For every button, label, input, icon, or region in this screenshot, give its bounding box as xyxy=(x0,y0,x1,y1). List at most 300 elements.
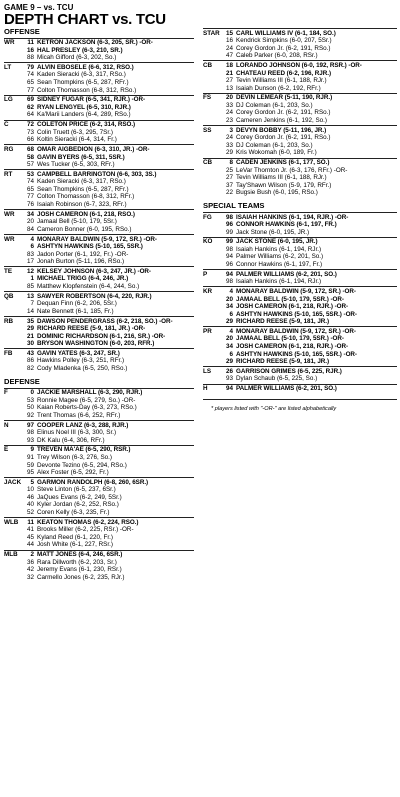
jersey-number: 57 xyxy=(26,161,34,169)
jersey-number: 99 xyxy=(225,228,233,236)
player-name: RICHARD REESE (5-9, 181, JR.) xyxy=(236,358,330,366)
position-label: QB xyxy=(4,292,14,300)
player-name: HAL PRESLEY (6-3, 210, SR.) xyxy=(37,46,123,54)
position-label: P xyxy=(203,270,208,278)
player-name: KELSEY JOHNSON (6-3, 247, JR.) -OR- xyxy=(37,267,151,275)
player-row xyxy=(203,343,397,351)
player-row xyxy=(203,134,397,142)
jersey-number: 92 xyxy=(26,411,34,419)
position-label xyxy=(4,574,20,582)
jersey-number: 34 xyxy=(225,343,233,351)
player-row xyxy=(203,229,397,237)
player-name: Colin Truett (6-3, 295, 7Sr.) xyxy=(37,128,113,136)
player-row xyxy=(203,109,397,117)
position-group xyxy=(203,60,397,92)
position-label xyxy=(4,47,20,55)
player-name: MICHAEL TRIGG (6-4, 246, JR.) xyxy=(37,275,129,283)
position-label xyxy=(4,300,20,308)
jersey-number: 93 xyxy=(26,436,34,444)
position-group xyxy=(203,326,397,366)
player-name: Cameren Jenkins (6-1, 192, So.) xyxy=(236,116,327,124)
position-label xyxy=(4,79,20,87)
player-name: Matthew Klopfenstein (6-4, 244, So.) xyxy=(37,283,140,290)
player-row xyxy=(203,318,397,326)
position-label xyxy=(203,311,219,319)
player-name: Corey Gordon Jr. (6-2, 191, RSo.) xyxy=(236,134,331,142)
position-label: WR xyxy=(4,210,15,218)
player-name: Isaiah Hankins (6-1, 194, RJr.) xyxy=(236,278,322,286)
position-group xyxy=(203,28,397,60)
player-row xyxy=(203,117,397,125)
jersey-number: 32 xyxy=(26,573,34,581)
player-name: Hawkins Polley (6-3, 251, RFr.) xyxy=(37,357,125,365)
player-name: DEVIN LEMEAR (5-11, 190, RJR.) xyxy=(236,94,333,102)
player-name: KEATON THOMAS (6-2, 224, RSO.) xyxy=(37,518,139,526)
position-label xyxy=(203,109,219,117)
player-name: Jeremy Evans (6-1, 230, RSr.) xyxy=(37,566,122,574)
position-label: RT xyxy=(4,170,13,178)
player-row xyxy=(203,358,397,366)
position-label: C xyxy=(4,121,9,129)
jersey-number: 13 xyxy=(26,292,34,300)
player-name: ALVIN EBOSELE (6-6, 312, RSO.) xyxy=(37,63,134,71)
jersey-number: 23 xyxy=(225,116,233,124)
player-row xyxy=(4,64,194,72)
jersey-number: 21 xyxy=(26,332,34,340)
jersey-number: 29 xyxy=(225,149,233,157)
player-row xyxy=(4,146,194,154)
jersey-number: 85 xyxy=(26,283,34,290)
position-group xyxy=(4,209,194,234)
player-name: OMAR AIGBEDION (6-3, 310, JR.) -OR- xyxy=(37,145,150,153)
player-name: COLETON PRICE (6-2, 314, RSO.) xyxy=(37,121,136,129)
jersey-number: 14 xyxy=(26,307,34,315)
player-row xyxy=(4,258,194,266)
jersey-number: 33 xyxy=(225,141,233,149)
jersey-number: 27 xyxy=(225,174,233,182)
position-label xyxy=(4,186,20,194)
position-label xyxy=(203,303,219,311)
position-label xyxy=(4,566,20,574)
player-name: LORANDO JOHNSON (6-0, 192, RSR.) -OR- xyxy=(236,61,362,69)
position-group xyxy=(203,384,397,394)
player-name: Kaian Roberts-Day (6-3, 273, RSo.) xyxy=(37,404,137,412)
position-label xyxy=(203,335,219,343)
player-name: Caleb Parker (6-0, 208, RSr.) xyxy=(236,52,318,60)
right-column xyxy=(203,28,397,413)
jersey-number: 65 xyxy=(26,185,34,193)
player-name: MATT JONES (6-4, 246, 6SR.) xyxy=(37,551,123,559)
jersey-number: 72 xyxy=(26,121,34,129)
position-label xyxy=(203,189,219,197)
player-name: JOSH CAMERON (6-1, 218, RSO.) xyxy=(37,210,135,218)
position-label xyxy=(203,77,219,85)
position-label: STAR xyxy=(203,29,220,37)
jersey-number: 93 xyxy=(225,375,233,383)
position-label: WR xyxy=(4,235,15,243)
player-name: Isaiah Hankins (6-1, 194, RJr.) xyxy=(236,245,322,253)
position-label xyxy=(4,104,20,112)
position-group xyxy=(4,348,194,373)
jersey-number: 97 xyxy=(26,421,34,429)
player-name: Trey Wilson (6-3, 276, So.) xyxy=(37,454,113,462)
position-group xyxy=(203,366,397,383)
player-name: Tevin Williams III (6-1, 188, RJr.) xyxy=(236,174,327,182)
position-group xyxy=(4,95,194,120)
position-label xyxy=(4,541,20,549)
jersey-number: 58 xyxy=(26,153,34,161)
position-label xyxy=(203,246,219,254)
position-label xyxy=(203,229,219,237)
position-group xyxy=(203,212,397,237)
player-row xyxy=(4,268,194,276)
player-row xyxy=(4,54,194,62)
jersey-number: 20 xyxy=(26,218,34,226)
player-name: Micah Gifford (6-3, 202, So.) xyxy=(37,54,117,62)
position-label xyxy=(4,71,20,79)
player-name: MONARAY BALDWIN (5-9, 172, SR.) -OR- xyxy=(236,288,356,295)
position-label xyxy=(4,494,20,502)
position-group xyxy=(4,517,194,549)
player-row xyxy=(203,102,397,110)
position-label xyxy=(4,559,20,567)
jersey-number: 26 xyxy=(225,367,233,375)
player-name: Tevin Williams III (6-1, 188, RJr.) xyxy=(236,77,327,85)
jersey-number: 35 xyxy=(26,317,34,325)
player-row xyxy=(4,389,194,397)
jersey-number: 83 xyxy=(26,250,34,258)
position-label: RB xyxy=(4,317,14,325)
player-row xyxy=(4,87,194,95)
jersey-number: 13 xyxy=(225,84,233,92)
player-name: Corey Gordon Jr. (6-2, 191, RSo.) xyxy=(236,44,331,52)
player-row xyxy=(4,437,194,445)
position-label xyxy=(4,469,20,477)
position-label xyxy=(4,218,20,226)
jersey-number: 98 xyxy=(26,429,34,437)
jersey-number: 47 xyxy=(225,52,233,60)
player-name: DAWSON PENDERGRASS (6-2, 218, SO.) -OR- xyxy=(37,317,173,325)
player-name: Kendrick Simpkins (6-0, 207, 5Sr.) xyxy=(236,37,332,45)
footnote: * players listed with "-OR-" are listed alphabetically xyxy=(203,399,397,413)
player-row xyxy=(203,159,397,167)
player-row xyxy=(4,486,194,494)
player-name: JACK STONE (6-0, 195, JR.) xyxy=(236,238,318,246)
position-label: H xyxy=(203,385,208,393)
player-row xyxy=(4,462,194,470)
jersey-number: 12 xyxy=(26,267,34,275)
player-row xyxy=(203,385,397,393)
player-row xyxy=(4,509,194,517)
position-group xyxy=(4,38,194,63)
position-label xyxy=(203,351,219,359)
position-label xyxy=(4,325,20,333)
jersey-number: 4 xyxy=(30,235,34,243)
player-name: Brooks Miller (6-2, 225, RSr.) -OR- xyxy=(37,526,134,534)
jersey-number: 20 xyxy=(225,94,233,102)
player-row xyxy=(203,253,397,261)
jersey-number: 66 xyxy=(26,136,34,144)
position-group xyxy=(4,291,194,316)
jersey-number: 77 xyxy=(26,86,34,94)
position-label xyxy=(203,343,219,351)
player-row xyxy=(203,189,397,197)
position-group xyxy=(203,237,397,269)
player-row xyxy=(4,193,194,201)
jersey-number: 37 xyxy=(225,181,233,189)
player-name: Cameron Bonner (6-0, 195, RSo.) xyxy=(37,225,132,233)
jersey-number: 84 xyxy=(26,225,34,233)
player-name: SAWYER ROBERTSON (6-4, 220, RJR.) xyxy=(37,292,152,300)
jersey-number: 68 xyxy=(26,145,34,153)
position-label xyxy=(203,85,219,93)
player-row xyxy=(4,469,194,477)
player-name: GARRISON GRIMES (6-5, 225, RJR.) xyxy=(236,367,342,375)
player-name: PALMER WILLIAMS (6-2, 201, SO.) xyxy=(236,385,337,393)
player-name: Ronnie Magee (6-5, 279, So.) -OR- xyxy=(37,396,136,404)
player-row xyxy=(203,375,397,383)
player-row xyxy=(4,412,194,420)
jersey-number: 94 xyxy=(225,253,233,261)
player-name: Kyland Reed (6-1, 220, Fr.) xyxy=(37,533,113,541)
player-row xyxy=(4,300,194,308)
player-row xyxy=(4,79,194,87)
jersey-number: 7 xyxy=(30,300,34,308)
position-label xyxy=(203,278,219,286)
jersey-number: 34 xyxy=(225,303,233,311)
player-row xyxy=(4,154,194,162)
position-label xyxy=(203,134,219,142)
player-row xyxy=(203,174,397,182)
jersey-number: 29 xyxy=(26,325,34,333)
jersey-number: 15 xyxy=(225,29,233,37)
player-row xyxy=(203,238,397,246)
player-name: DEVYN BOBBY (5-11, 196, JR.) xyxy=(236,126,327,134)
jersey-number: 25 xyxy=(225,166,233,174)
player-name: Corey Gordon Jr. (6-2, 191, RSo.) xyxy=(236,109,331,117)
position-label xyxy=(4,462,20,470)
jersey-number: 21 xyxy=(225,69,233,77)
jersey-number: 94 xyxy=(225,270,233,278)
position-group xyxy=(4,266,194,291)
position-group xyxy=(4,234,194,266)
position-label xyxy=(4,111,20,119)
jersey-number: 91 xyxy=(26,454,34,462)
player-row xyxy=(203,214,397,222)
position-label xyxy=(203,358,219,366)
position-label: E xyxy=(4,446,9,454)
player-name: Kaden Sieracki (6-3, 317, RSo.) xyxy=(37,178,126,186)
jersey-number: 44 xyxy=(26,541,34,549)
jersey-number: 74 xyxy=(26,178,34,186)
left-column xyxy=(4,28,194,582)
player-name: Jadon Porter (6-1, 192, Fr.) -OR- xyxy=(37,250,129,258)
jersey-number: 50 xyxy=(26,404,34,412)
position-group xyxy=(4,550,194,582)
jersey-number: 98 xyxy=(225,245,233,253)
position-label: RG xyxy=(4,145,14,153)
jersey-number: 6 xyxy=(30,243,34,251)
player-row xyxy=(4,357,194,365)
position-label xyxy=(4,136,20,144)
position-label xyxy=(203,102,219,110)
position-label xyxy=(4,397,20,405)
position-label xyxy=(203,174,219,182)
position-group xyxy=(4,388,194,420)
position-group xyxy=(4,420,194,445)
player-row xyxy=(4,308,194,316)
player-row xyxy=(4,136,194,144)
position-label: TE xyxy=(4,267,13,275)
position-label: JACK xyxy=(4,478,22,486)
jersey-number: 24 xyxy=(225,109,233,117)
player-name: LeVar Thornton Jr. (6-3, 176, RFr.) -OR- xyxy=(236,166,348,174)
jersey-number: 53 xyxy=(26,396,34,404)
jersey-number: 73 xyxy=(26,128,34,136)
player-row xyxy=(203,368,397,376)
jersey-number: 18 xyxy=(225,61,233,69)
player-name: Palmer Williams (6-2, 201, So.) xyxy=(236,253,324,261)
position-label xyxy=(203,253,219,261)
position-label xyxy=(4,429,20,437)
player-name: ASHTYN HAWKINS (5-10, 165, 5SR.) -OR- xyxy=(236,350,357,358)
jersey-number: 34 xyxy=(26,210,34,218)
player-name: CHATEAU REED (6-2, 196, RJR.) xyxy=(236,69,332,77)
player-name: ASHTYN HAWKINS (5-10, 165, 5SR.) -OR- xyxy=(236,310,357,318)
jersey-number: 17 xyxy=(26,258,34,266)
player-row xyxy=(203,37,397,45)
jersey-number: 94 xyxy=(225,385,233,393)
player-row xyxy=(203,182,397,190)
player-row xyxy=(203,261,397,269)
player-name: Connor Hawkins (6-1, 197, Fr.) xyxy=(236,260,323,268)
position-label xyxy=(203,221,219,229)
player-row xyxy=(4,494,194,502)
jersey-number: 98 xyxy=(225,213,233,221)
player-row xyxy=(4,479,194,487)
player-row xyxy=(4,236,194,244)
position-label: CB xyxy=(203,61,213,69)
position-label xyxy=(4,501,20,509)
player-name: Rara Dillworth (6-2, 203, Sr.) xyxy=(37,558,117,566)
jersey-number: 52 xyxy=(26,509,34,517)
position-label: WLB xyxy=(4,518,19,526)
player-row xyxy=(4,574,194,582)
player-row xyxy=(203,94,397,102)
player-row xyxy=(4,534,194,542)
position-label xyxy=(4,412,20,420)
player-row xyxy=(4,365,194,373)
player-row xyxy=(4,178,194,186)
jersey-number: 24 xyxy=(225,44,233,52)
player-row xyxy=(4,243,194,251)
player-row xyxy=(4,161,194,169)
position-label xyxy=(203,149,219,157)
position-label xyxy=(203,182,219,190)
section-title: SPECIAL TEAMS xyxy=(203,201,265,211)
player-row xyxy=(203,328,397,336)
player-name: Nate Bennett (6-1, 185, Fr.) xyxy=(37,307,114,315)
player-name: COOPER LANZ (6-3, 288, RJR.) xyxy=(37,421,129,429)
player-row xyxy=(4,541,194,549)
player-name: Jamaal Bell (5-10, 179, 5Sr.) xyxy=(37,218,117,226)
jersey-number: 16 xyxy=(26,46,34,54)
position-group xyxy=(4,445,194,477)
player-name: Sean Thompkins (6-5, 287, RFr.) xyxy=(37,79,129,87)
player-row xyxy=(203,149,397,157)
jersey-number: 16 xyxy=(225,37,233,45)
page-title: DEPTH CHART vs. TCU xyxy=(4,11,166,28)
section-title: OFFENSE xyxy=(4,27,40,36)
jersey-number: 88 xyxy=(26,54,34,62)
position-label: N xyxy=(4,421,9,429)
position-label: SS xyxy=(203,126,212,134)
position-label xyxy=(4,404,20,412)
player-name: CONNOR HAWKINS (6-1, 197, FR.) xyxy=(236,221,337,229)
player-name: Carmello Jones (6-2, 235, RJr.) xyxy=(37,573,125,581)
player-row xyxy=(4,121,194,129)
jersey-number: 45 xyxy=(26,533,34,541)
position-label xyxy=(4,333,20,341)
player-name: DJ Coleman (6-1, 203, So.) xyxy=(236,141,313,149)
position-label xyxy=(4,226,20,234)
player-row xyxy=(4,275,194,283)
player-name: Elinus Noel III (6-3, 300, Sr.) xyxy=(37,429,117,437)
player-row xyxy=(4,218,194,226)
position-group xyxy=(4,169,194,209)
player-name: MONARAY BALDWIN (5-9, 172, SR.) -OR- xyxy=(37,235,157,243)
player-row xyxy=(203,127,397,135)
jersey-number: 36 xyxy=(26,558,34,566)
player-row xyxy=(203,288,397,296)
player-row xyxy=(203,271,397,279)
jersey-number: 40 xyxy=(26,501,34,509)
jersey-number: 4 xyxy=(229,288,233,295)
player-row xyxy=(4,39,194,47)
jersey-number: 2 xyxy=(30,551,34,559)
player-row xyxy=(203,70,397,78)
player-row xyxy=(203,30,397,38)
jersey-number: 29 xyxy=(225,358,233,366)
player-name: Kris Wokomah (6-0, 189, Fr.) xyxy=(236,149,317,157)
jersey-number: 64 xyxy=(26,111,34,119)
player-row xyxy=(203,278,397,286)
player-row xyxy=(4,501,194,509)
position-label xyxy=(4,54,20,62)
jersey-number: 3 xyxy=(229,126,233,134)
position-label: FB xyxy=(4,349,13,357)
position-label: LT xyxy=(4,63,12,71)
player-row xyxy=(4,201,194,209)
position-label xyxy=(203,167,219,175)
player-name: GAVIN YATES (6-3, 247, SR.) xyxy=(37,349,120,357)
position-group xyxy=(4,120,194,145)
position-label xyxy=(203,52,219,60)
player-row xyxy=(4,211,194,219)
player-row xyxy=(4,47,194,55)
player-name: ISAIAH HANKINS (6-1, 194, RJR.) -OR- xyxy=(236,213,349,221)
position-label xyxy=(4,340,20,348)
player-row xyxy=(4,293,194,301)
player-row xyxy=(4,429,194,437)
position-label xyxy=(4,251,20,259)
player-row xyxy=(203,335,397,343)
position-label xyxy=(4,243,20,251)
jersey-number: 30 xyxy=(26,340,34,348)
player-row xyxy=(4,340,194,348)
player-name: TREVEN MA'AE (6-5, 290, RSR.) xyxy=(37,446,131,454)
jersey-number: 96 xyxy=(225,221,233,229)
